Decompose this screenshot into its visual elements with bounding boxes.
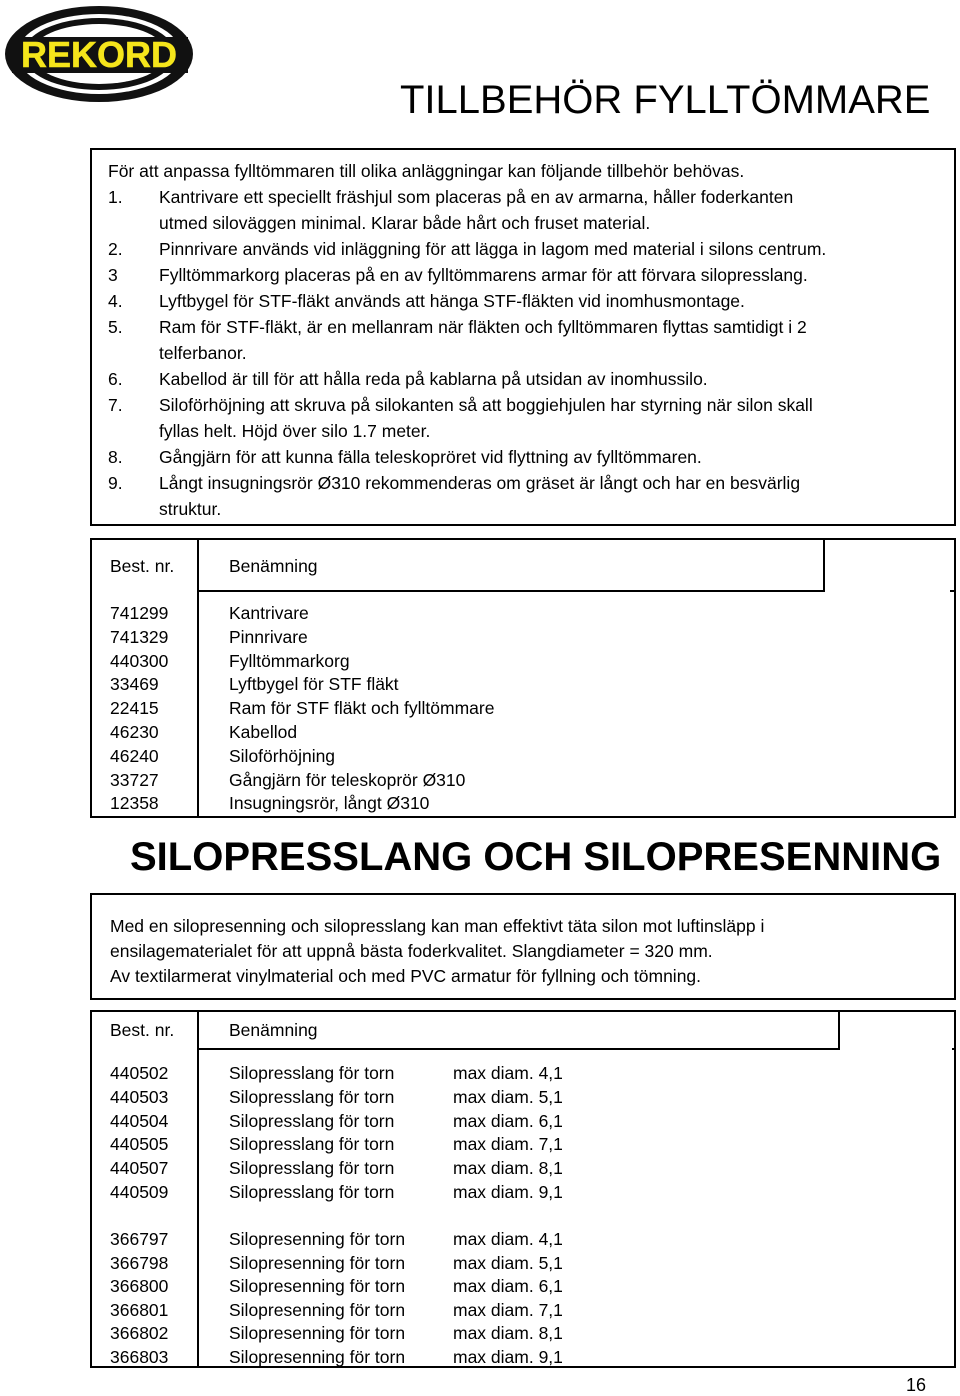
table2-row-size: max diam. 5,1 [453, 1086, 563, 1107]
table2-row-name: Silopresenning för torn [229, 1299, 406, 1320]
table2-row-size: max diam. 4,1 [453, 1229, 563, 1249]
table2-row-nr: 440502 [110, 1063, 169, 1083]
table1-row-nr: 741299 [110, 603, 169, 623]
table2-row-nr: 440504 [110, 1110, 169, 1131]
table1-row-nr: 33469 [110, 674, 159, 695]
table2-row-name: Silopresenning för torn [229, 1276, 406, 1297]
accessory-number: 3 [108, 265, 118, 285]
accessories-intro: För att anpassa fylltömmaren till olika anläggningar kan följande tillbehör behövas. [108, 161, 745, 181]
table1-row-name: Ram för STF fläkt och fylltömmare [229, 698, 495, 719]
accessory-number: 6. [108, 369, 123, 389]
table2-row-size: max diam. 4,1 [453, 1063, 563, 1083]
table2-row-size: max diam. 5,1 [453, 1252, 563, 1273]
table2-row-name: Silopresslang för torn [229, 1182, 395, 1202]
section-title-silo: SILOPRESSLANG OCH SILOPRESENNING [130, 835, 942, 879]
accessory-text: Gångjärn för att kunna fälla teleskopröret vid flyttning av fylltömmaren. [159, 447, 702, 467]
table2-row-nr: 440503 [110, 1086, 169, 1107]
accessories-table [90, 538, 956, 818]
table2-row-name: Silopresenning för torn [229, 1347, 406, 1367]
page-number: 16 [906, 1375, 927, 1395]
table1-row-name: Lyftbygel för STF fläkt [229, 674, 399, 695]
accessory-text: Kabellod är till för att hålla reda på kablarna på utsidan av inomhussilo. [159, 369, 708, 389]
table2-row-name: Silopresslang för torn [229, 1158, 395, 1179]
table1-row-name: Fylltömmarkorg [229, 650, 350, 671]
accessory-number: 8. [108, 447, 123, 467]
table2-row-size: max diam. 7,1 [453, 1134, 563, 1155]
table2-row-name: Silopresslang för torn [229, 1110, 395, 1131]
table2-header-nr: Best. nr. [110, 1020, 175, 1040]
accessory-number: 4. [108, 291, 123, 311]
accessory-text: Kantrivare ett speciellt fräshjul som placeras på en av armarna, håller foderkanten [159, 187, 794, 207]
accessory-text: utmed siloväggen minimal. Klarar både hårt och fruset material. [159, 213, 651, 233]
table2-row-size: max diam. 6,1 [453, 1276, 563, 1297]
accessory-text: Pinnrivare används vid inläggning för att lägga in lagom med material i silons centrum. [159, 239, 827, 259]
silo-info-line: ensilagematerialet för att uppnå bästa foderkvalitet. Slangdiameter = 320 mm. [110, 941, 713, 961]
table1-row-nr: 46240 [110, 745, 159, 766]
table1-row-nr: 33727 [110, 769, 159, 790]
table1-header-nr: Best. nr. [110, 556, 175, 576]
rekord-logo [2, 4, 196, 104]
table1-row-name: Siloförhöjning [229, 745, 336, 766]
table2-row-size: max diam. 9,1 [453, 1182, 563, 1202]
table1-row-name: Kabellod [229, 722, 298, 742]
accessory-text: Ram för STF-fläkt, är en mellanram när fläkten och fylltömmaren flyttas samtidigt i 2 [159, 317, 807, 337]
accessory-text: Långt insugningsrör Ø310 rekommenderas om gräset är långt och har en besvärlig [159, 473, 801, 493]
table2-row-nr: 440509 [110, 1182, 169, 1202]
table1-row-nr: 46230 [110, 722, 159, 742]
accessory-text: fyllas helt. Höjd över silo 1.7 meter. [159, 421, 431, 441]
table1-row-nr: 741329 [110, 626, 169, 647]
table2-row-nr: 366802 [110, 1323, 169, 1344]
table2-row-nr: 366798 [110, 1252, 169, 1273]
table2-row-name: Silopresslang för torn [229, 1086, 395, 1107]
table1-row-name: Pinnrivare [229, 626, 308, 647]
table1-row-name: Gångjärn för teleskoprör Ø310 [229, 769, 466, 790]
table1-row-name: Insugningsrör, långt Ø310 [229, 793, 430, 814]
accessory-number: 9. [108, 473, 123, 493]
accessory-text: Fylltömmarkorg placeras på en av fylltömmarens armar för att förvara silopresslang. [159, 265, 808, 285]
accessory-text: struktur. [159, 499, 222, 519]
silo-info-line: Av textilarmerat vinylmaterial och med PVC armatur för fyllning och tömning. [110, 966, 702, 986]
accessory-number: 5. [108, 317, 123, 337]
accessory-text: Lyftbygel för STF-fläkt används att hänga STF-fläkten vid inomhusmontage. [159, 291, 745, 311]
table1-header-name: Benämning [229, 556, 318, 576]
table2-row-name: Silopresenning för torn [229, 1229, 406, 1249]
table2-row-name: Silopresenning för torn [229, 1323, 406, 1344]
accessory-number: 1. [108, 187, 123, 207]
table2-row-name: Silopresslang för torn [229, 1134, 395, 1155]
table2-row-name: Silopresenning för torn [229, 1252, 406, 1273]
table2-row-size: max diam. 8,1 [453, 1158, 563, 1179]
silo-info-line: Med en silopresenning och silopresslang kan man effektivt täta silon mot luftinsläpp i [110, 916, 765, 936]
table2-row-nr: 440505 [110, 1134, 169, 1155]
accessory-number: 7. [108, 395, 123, 415]
table2-row-nr: 366801 [110, 1299, 169, 1320]
silo-table [90, 1010, 956, 1368]
table2-row-size: max diam. 9,1 [453, 1347, 563, 1367]
page-title: TILLBEHÖR FYLLTÖMMARE [400, 78, 931, 122]
table1-row-nr: 12358 [110, 793, 159, 814]
table2-row-size: max diam. 8,1 [453, 1323, 563, 1344]
accessory-text: telferbanor. [159, 343, 247, 363]
table2-row-nr: 366803 [110, 1347, 169, 1367]
accessory-number: 2. [108, 239, 123, 259]
table1-row-nr: 22415 [110, 698, 159, 719]
table2-row-name: Silopresslang för torn [229, 1063, 395, 1083]
table2-row-nr: 366797 [110, 1229, 169, 1249]
table2-row-size: max diam. 7,1 [453, 1299, 563, 1320]
table2-row-nr: 366800 [110, 1276, 169, 1297]
table2-row-nr: 440507 [110, 1158, 169, 1179]
table2-row-size: max diam. 6,1 [453, 1110, 563, 1131]
logo-text: REKORD [20, 34, 178, 75]
table1-row-name: Kantrivare [229, 603, 309, 623]
table2-header-name: Benämning [229, 1020, 318, 1040]
accessory-text: Siloförhöjning att skruva på silokanten så att boggiehjulen har styrning när silon skall [159, 395, 813, 415]
table1-row-nr: 440300 [110, 650, 169, 671]
